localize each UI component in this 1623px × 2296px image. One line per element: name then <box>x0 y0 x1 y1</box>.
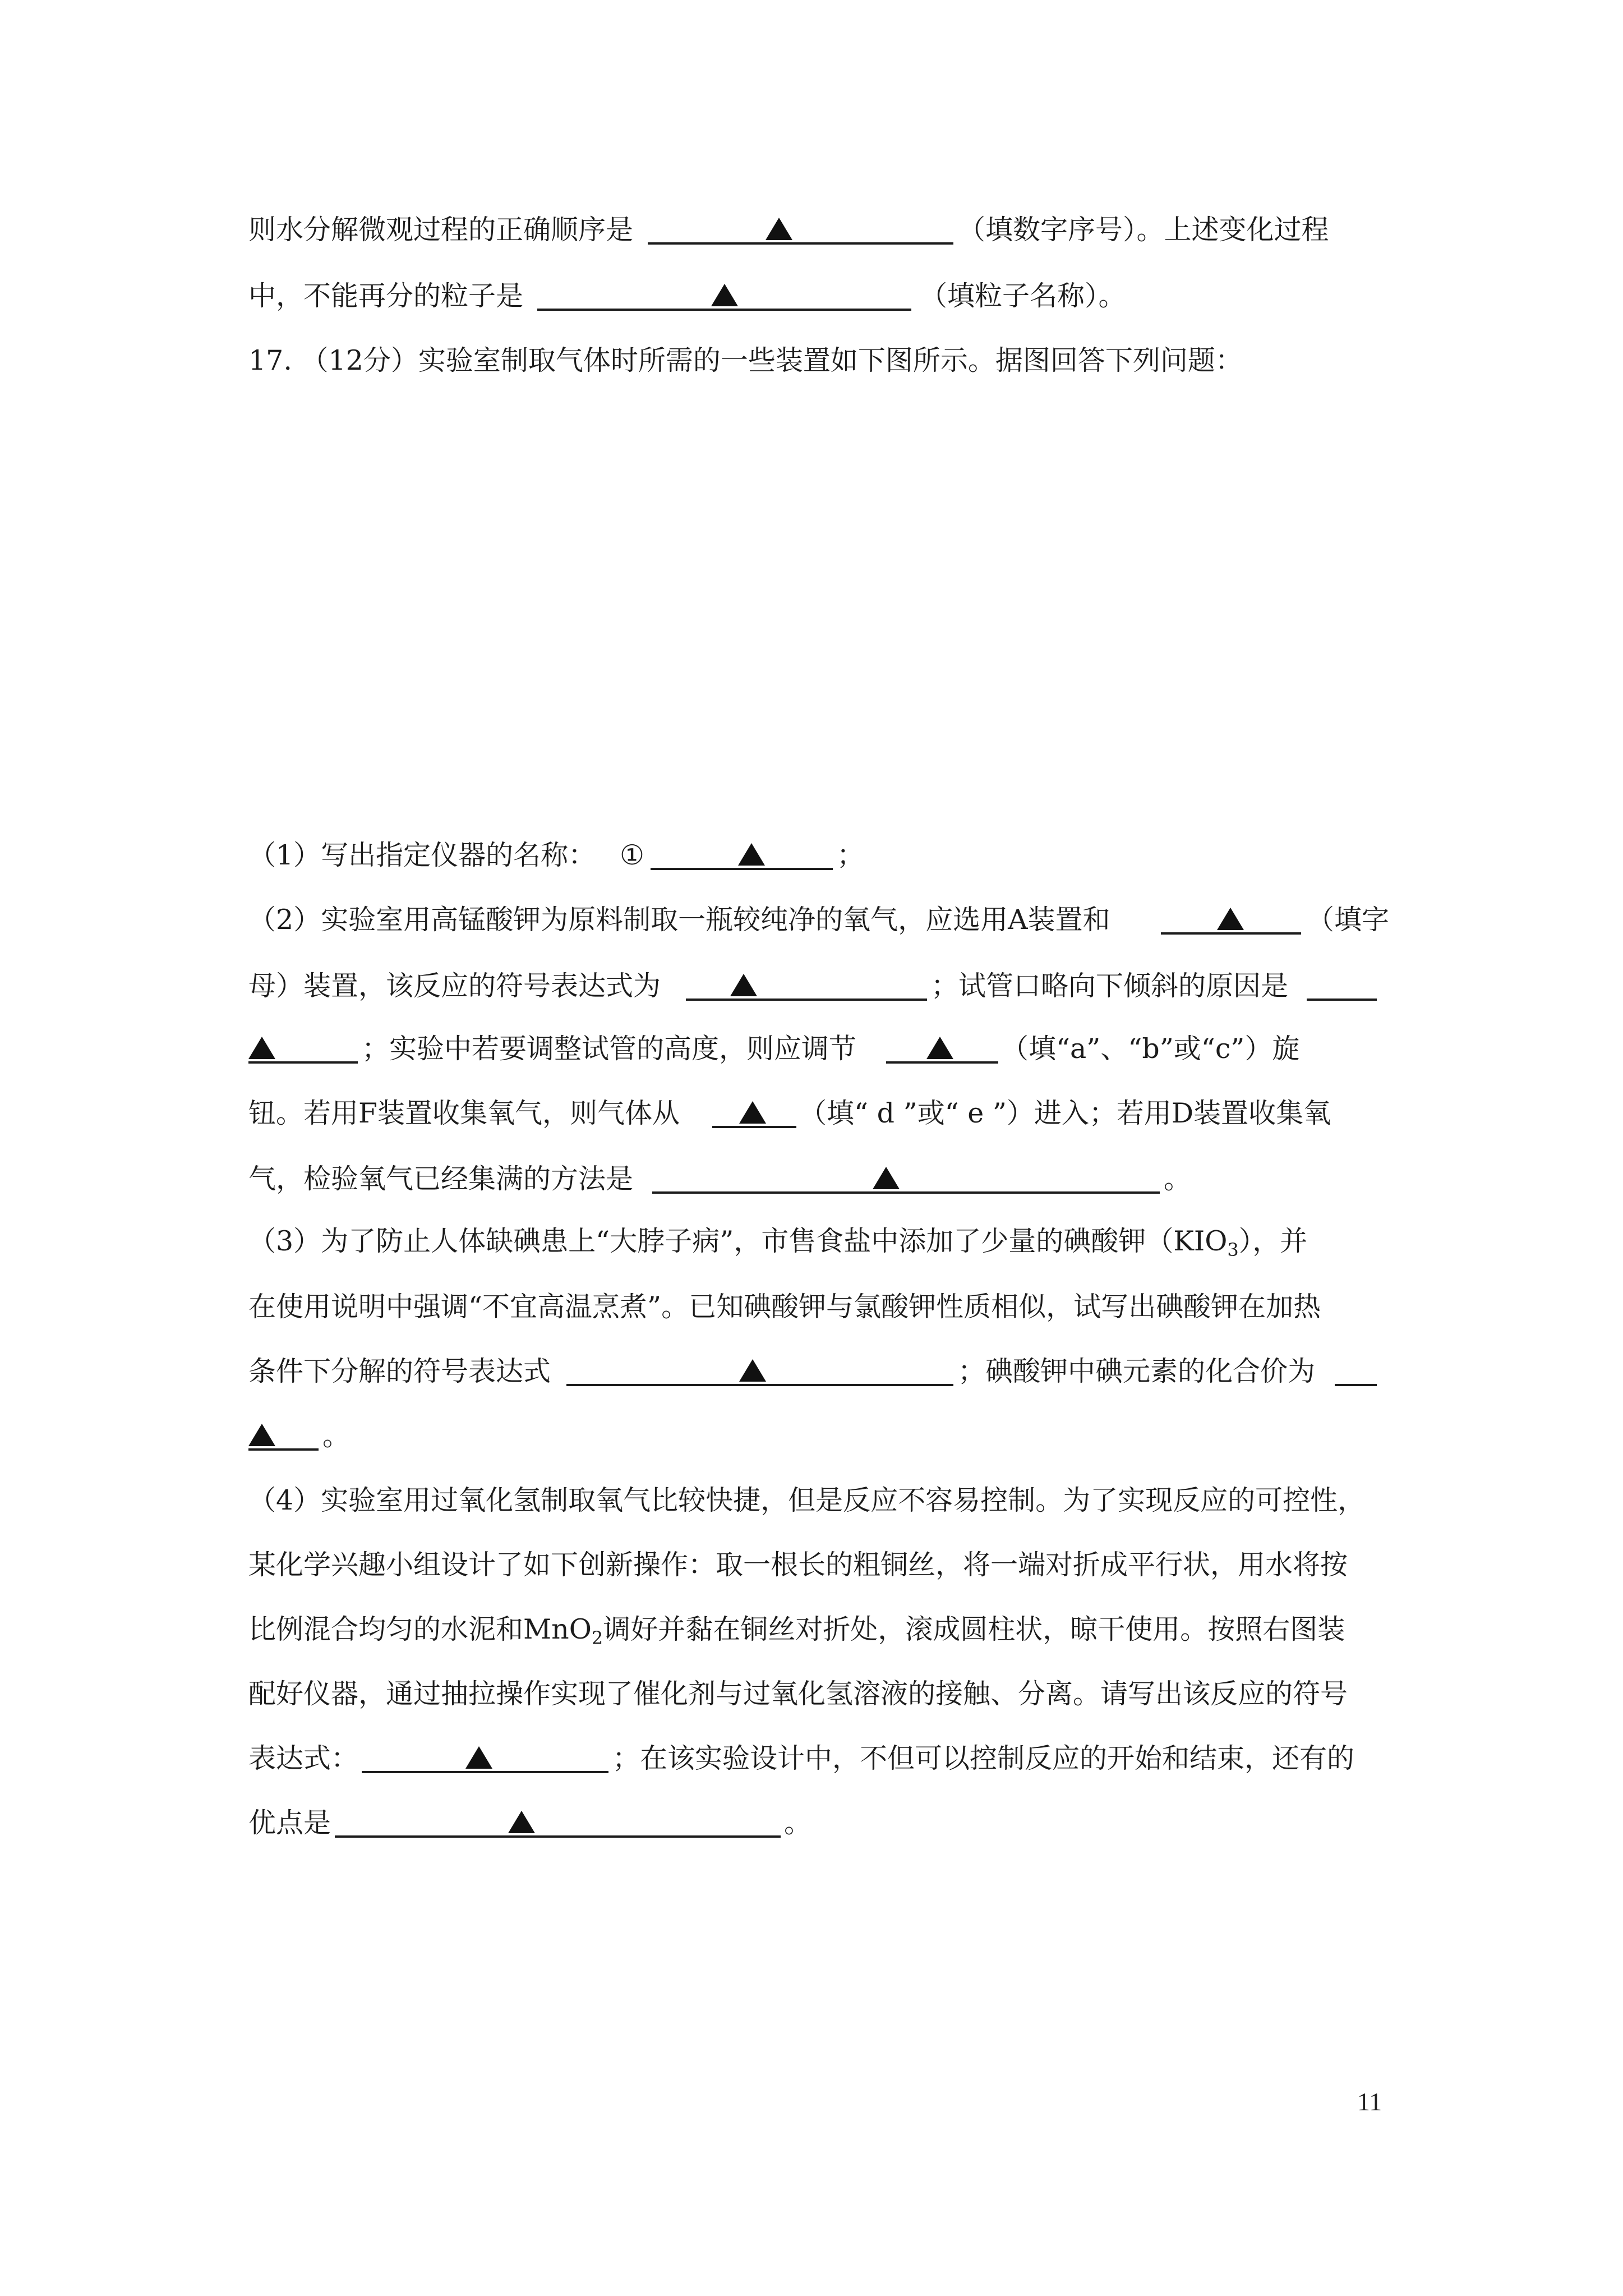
triangle-icon <box>1217 908 1244 930</box>
q17-part4-line-5 <box>0 1731 1623 1787</box>
triangle-icon <box>738 843 765 866</box>
q17-part4-line-4 <box>0 1666 1623 1722</box>
answer-blank[interactable] <box>1335 1345 1377 1386</box>
triangle-icon <box>926 1037 953 1059</box>
q17-part3-line-4 <box>0 1408 1623 1464</box>
triangle-icon <box>508 1811 535 1833</box>
answer-blank[interactable] <box>652 1152 1160 1194</box>
subscript: 2 <box>591 1627 603 1649</box>
answer-blank[interactable] <box>686 959 927 1001</box>
answer-blank[interactable] <box>648 203 953 245</box>
page-number: 11 <box>1357 2087 1382 2116</box>
triangle-icon <box>739 1359 766 1382</box>
line-text: 。 <box>784 1807 812 1839</box>
q16-line-2 <box>0 268 1623 324</box>
triangle-icon <box>873 1167 900 1189</box>
q17-part2-line-2 <box>0 958 1623 1014</box>
line-text: 优点是 <box>248 1807 331 1839</box>
q17-part3-line-2 <box>0 1279 1623 1335</box>
circled-number: ① <box>620 839 644 871</box>
q17-part4-line-2 <box>0 1537 1623 1593</box>
line-text: ），并 <box>1238 1225 1308 1257</box>
line-text: ；在该实验设计中，不但可以控制反应的开始和结束，还有的 <box>612 1742 1355 1774</box>
line-text-with-subscript <box>248 1602 1345 1666</box>
line-text: （填“ d ”或“ e ”）进入；若用D装置收集氧 <box>799 1097 1331 1129</box>
line-text: ；碘酸钾中碘元素的化合价为 <box>958 1355 1316 1387</box>
line-text: ； <box>837 839 865 871</box>
q17-part4-line-3 <box>0 1602 1623 1658</box>
line-text: 某化学兴趣小组设计了如下创新操作：取一根长的粗铜丝，将一端对折成平行状，用水将按 <box>248 1549 1348 1581</box>
q17-part1 <box>0 827 1623 884</box>
line-text: ；试管口略向下倾斜的原因是 <box>931 970 1289 1002</box>
line-text: 钮。若用F装置收集氧气，则气体从 <box>248 1097 680 1129</box>
line-text: 配好仪器，通过抽拉操作实现了催化剂与过氧化氢溶液的接触、分离。请写出该反应的符号 <box>248 1678 1348 1710</box>
line-text: （填字 <box>1307 904 1390 936</box>
line-text: 表达式： <box>248 1742 359 1774</box>
triangle-icon <box>730 974 757 996</box>
answer-blank[interactable] <box>335 1796 781 1838</box>
triangle-icon <box>766 218 792 240</box>
q17-part4-line-1 <box>0 1473 1623 1529</box>
q17-part4-line-6 <box>0 1795 1623 1851</box>
triangle-icon <box>248 1037 275 1059</box>
triangle-icon <box>711 284 738 306</box>
q17-part2-line-3 <box>0 1021 1623 1077</box>
q16-line-1 <box>0 202 1623 258</box>
line-text: 条件下分解的符号表达式 <box>248 1355 551 1387</box>
line-text: （4）实验室用过氧化氢制取氧气比较快捷，但是反应不容易控制。为了实现反应的可控性， <box>248 1484 1366 1516</box>
line-text: ；实验中若要调整试管的高度，则应调节 <box>362 1033 857 1065</box>
line-text: 调好并黏在铜丝对折处，滚成圆柱状，晾干使用。按照右图装 <box>603 1613 1345 1645</box>
line-text: （填“a”、“b”或“c”）旋 <box>1001 1033 1300 1065</box>
triangle-icon <box>465 1746 492 1769</box>
line-text: （2）实验室用高锰酸钾为原料制取一瓶较纯净的氧气，应选用A装置和 <box>248 904 1110 936</box>
q17-part3-line-3 <box>0 1343 1623 1400</box>
line-text: （填数字序号）。上述变化过程 <box>958 214 1329 246</box>
triangle-icon <box>248 1424 275 1446</box>
line-text-with-subscript <box>248 1213 1307 1278</box>
line-text: 中，不能再分的粒子是 <box>248 280 524 312</box>
q17-part2-line-4 <box>0 1085 1623 1142</box>
line-text: 气，检验氧气已经集满的方法是 <box>248 1163 634 1195</box>
q17-part2-line-5 <box>0 1151 1623 1207</box>
line-text: 母）装置，该反应的符号表达式为 <box>248 970 661 1002</box>
line-text: （1）写出指定仪器的名称： <box>248 839 596 871</box>
line-text: 则水分解微观过程的正确顺序是 <box>248 214 634 246</box>
answer-blank[interactable] <box>1307 959 1377 1001</box>
q17-part2-line-1 <box>0 892 1623 948</box>
line-text: 。 <box>322 1420 351 1452</box>
triangle-icon <box>739 1101 766 1124</box>
line-text: （3）为了防止人体缺碘患上“大脖子病”，市售食盐中添加了少量的碘酸钾（KIO <box>248 1225 1228 1257</box>
subscript: 3 <box>1227 1239 1239 1260</box>
line-text: 比例混合均匀的水泥和MnO <box>248 1613 592 1645</box>
line-text: 在使用说明中强调“不宜高温烹煮”。已知碘酸钾与氯酸钾性质相似，试写出碘酸钾在加热 <box>248 1291 1321 1323</box>
line-text: （填粒子名称）。 <box>920 280 1126 312</box>
q17-heading <box>0 333 1623 389</box>
line-text: 。 <box>1164 1163 1192 1195</box>
question-heading: 17. （12分）实验室制取气体时所需的一些装置如下图所示。据图回答下列问题： <box>248 344 1243 376</box>
q17-part3-line-1 <box>0 1213 1623 1269</box>
